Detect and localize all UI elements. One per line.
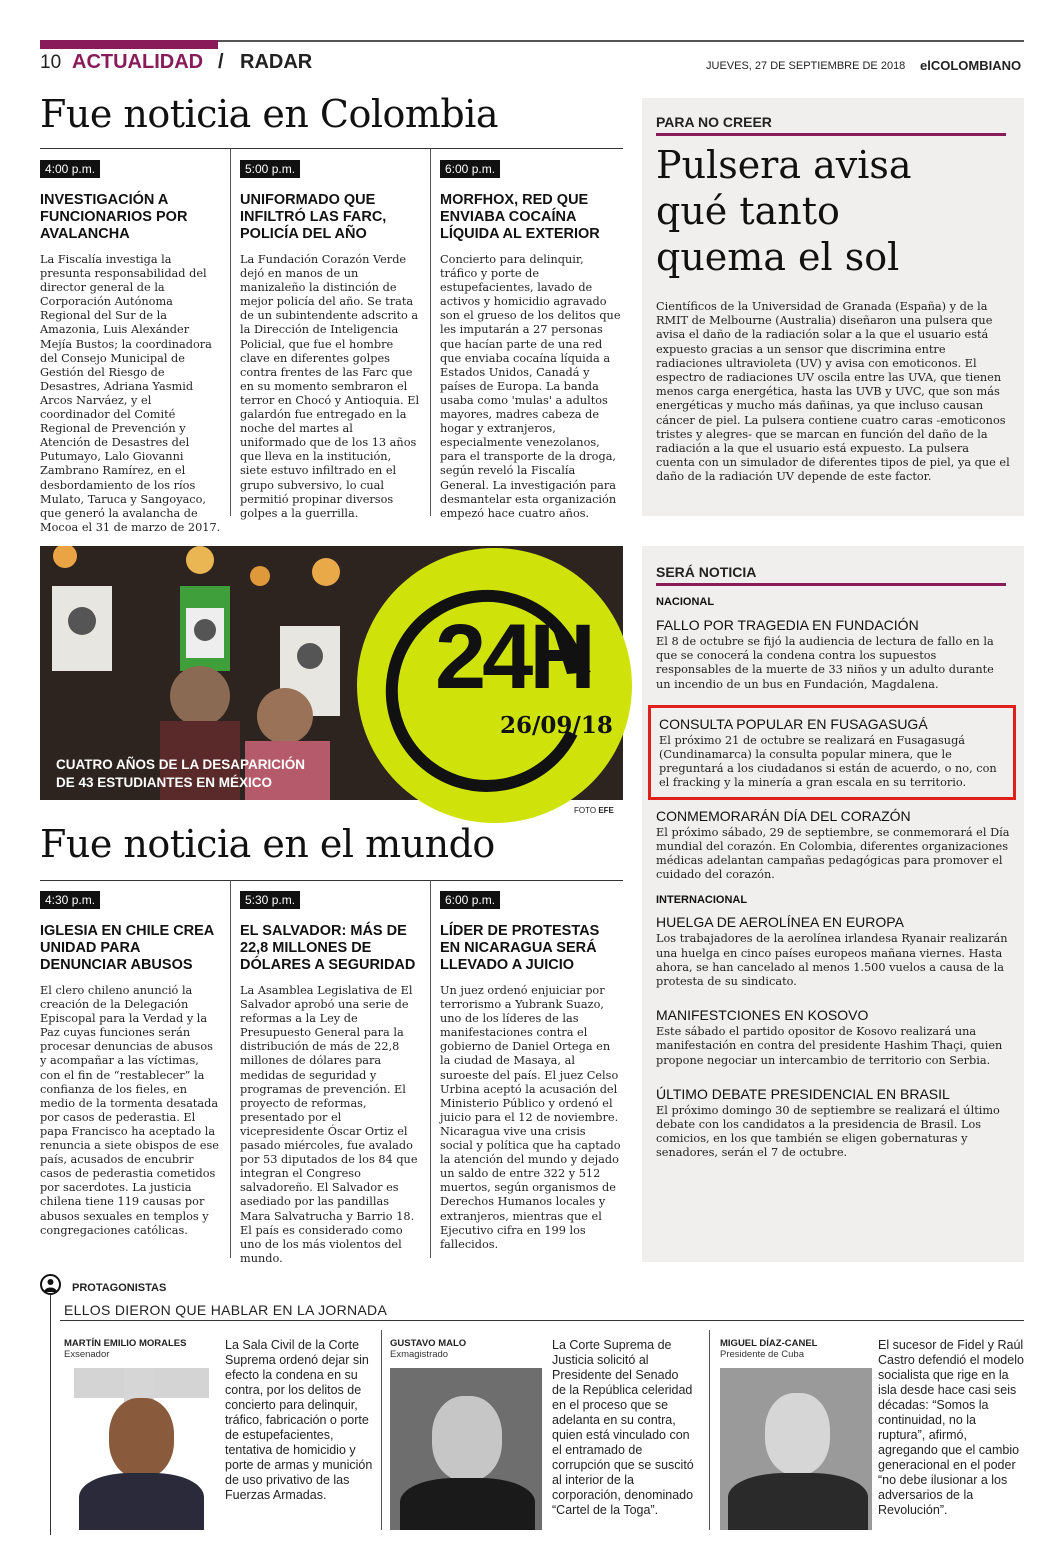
story-time: 5:30 p.m.: [240, 891, 300, 909]
protagonistas-subtitle: ELLOS DIERON QUE HABLAR EN LA JORNADA: [64, 1302, 388, 1318]
person-icon: [40, 1274, 61, 1295]
news-item-body: El próximo sábado, 29 de septiembre, se conmemorará el Día mundial del corazón. En Colombia, diferentes organizaciones médicas adelantan campañas pedagógicas para promover el cuidado del corazón.: [656, 825, 1010, 882]
protagonist-1: [64, 1338, 219, 1530]
protagonist-photo: [390, 1368, 542, 1530]
story-body: La Fiscalía investiga la presunta responsabilidad del director general de la Corporación Autónoma Regional del Sur de la Amazonia, Luis Alexánder Mejía Bustos; la coordinadora del Consejo Municipal de Gestión del Riesgo de Desastres, Adriana Yasmid Arcos Narváez, y el coordinador del Comité Regional de Prevención y Atención de Desastres del Putumayo, Lalo Giovanni Zambrano Ramírez, en el desbordamiento de los ríos Mulato, Taruca y Sangoyaco, que generó la avalancha de Mocoa el 31 de marzo de 2017.: [40, 253, 221, 534]
colombia-story-3: [440, 158, 622, 521]
news-item: [656, 808, 1010, 883]
nacional-label: NACIONAL: [656, 596, 715, 608]
story-headline: MORFHOX, RED QUE ENVIABA COCAÍNA LÍQUIDA AL EXTERIOR: [440, 192, 600, 242]
story-body: La Fundación Corazón Verde dejó en manos de un manizaleño la distinción de mejor policía del año. Se trata de un subintendente adscrito a la Dirección de Inteligencia Policial, que fue el hombre clave en diferentes golpes contra frentes de las Farc que en su momento sembraron el terror en Chocó y Antioquia. El galardón fue entregado en la noche del martes al uniformado que de los 13 años que lleva en la institución, siete estuvo infiltrado en el grupo subversivo, lo cual permitió propinar diversos golpes a la guerrilla.: [240, 253, 420, 520]
photo-caption-line: CUATRO AÑOS DE LA DESAPARICIÓN: [56, 757, 306, 772]
protagonist-role: Exsenador: [64, 1349, 110, 1360]
internacional-label: INTERNACIONAL: [656, 894, 748, 907]
story-headline: IGLESIA EN CHILE CREA UNIDAD PARA DENUNCIAR ABUSOS: [40, 923, 214, 973]
protagonist-photo: [720, 1368, 872, 1530]
news-item-headline: CONMEMORARÁN DÍA DEL CORAZÓN: [656, 807, 911, 824]
protagonist-3: [720, 1338, 872, 1530]
protagonist-quote: La Sala Civil de la Corte Suprema ordenó dejar sin efecto la condena en su contra, por los delitos de concierto para delinquir, tráfico, fabricación o porte de estupefacientes, tentativa de homicidio y porte de armas y munición de uso privativo de las Fuerzas Armadas.: [225, 1338, 373, 1502]
story-time: 4:00 p.m.: [40, 160, 100, 178]
mundo-story-1: [40, 889, 222, 1238]
story-headline: EL SALVADOR: MÁS DE 22,8 MILLONES DE DÓLARES A SEGURIDAD: [240, 923, 416, 973]
page-number: 10: [40, 52, 62, 73]
news-item-headline: FALLO POR TRAGEDIA EN FUNDACIÓN: [656, 617, 919, 633]
24h-logo-text: 24H: [435, 606, 592, 708]
mundo-story-2: [240, 889, 422, 1266]
accent-rule: [656, 583, 1006, 586]
story-body: Un juez ordenó enjuiciar por terrorismo a Yubrank Suazo, uno de los líderes de las manifestaciones contra el gobierno de Daniel Ortega en la ciudad de Masaya, al suroeste del país. El juez Celso Urbina aceptó la acusación del Ministerio Público y ordenó el juicio para el 12 de noviembre. Nicaragua vive una crisis social y política que ha captado la atención del mundo y dejado un saldo de entre 322 y 512 muertos, según organismos de Derechos Humanos locales y extranjeros, mientras que el Ejecutivo cifra en 199 los fallecidos.: [440, 984, 621, 1251]
protagonistas-label: PROTAGONISTAS: [72, 1282, 167, 1294]
time-rule: [40, 148, 623, 149]
story-time: 6:00 p.m.: [440, 160, 500, 178]
credit-source: EFE: [598, 806, 614, 815]
protagonist-name: MARTÍN EMILIO MORALES: [64, 1338, 187, 1349]
newspaper-brand: elCOLOMBIANO: [920, 58, 1022, 73]
sera-noticia-label: SERÁ NOTICIA: [656, 564, 757, 580]
news-item-body: El próximo domingo 30 de septiembre se realizará el último debate con los candidatos a la presidencia de Brasil. Los comicios, en los que también se eligen gobernaturas y senadores, serán el 7 de octubre.: [656, 1103, 1000, 1160]
para-no-creer-title: Pulsera avisa qué tanto quema el sol: [656, 143, 912, 279]
time-rule: [40, 880, 623, 881]
news-item: [656, 1086, 1010, 1161]
24h-date: 26/09/18: [500, 712, 613, 739]
story-time: 4:30 p.m.: [40, 891, 100, 909]
protagonist-name: GUSTAVO MALO: [390, 1338, 467, 1349]
protagonist-name: MIGUEL DÍAZ-CANEL: [720, 1338, 818, 1349]
photo-credit: [574, 806, 614, 815]
column-divider: [381, 1330, 382, 1530]
sera-noticia-box: [642, 546, 1024, 1262]
story-time: 6:00 p.m.: [440, 891, 500, 909]
news-item-body: El 8 de octubre se fijó la audiencia de lectura de fallo en la que se conocerá la condena contra los supuestos responsables de la muerte de 33 niños y un adulto durante un incendio de un bus en Fundación, Magdalena.: [656, 635, 994, 691]
para-no-creer-body: Científicos de la Universidad de Granada (España) y de la RMIT de Melbourne (Australia) diseñaron una pulsera que avisa el daño de la radiación solar a la que el usuario está expuesto gracias a un sensor que discrimina entre radiaciones ultravioleta (UV) y avisa con emoticonos. El espectro de radiaciones UV oscila entre las UVA, que tienen menos carga energética, hasta las UVB y UVC, que son más energéticas y mucho más dañinas, ya que incluso causan cáncer de piel. La pulsera contiene cuatro caras -emoticonos tristes y alegres- que se marcan en función del daño de la radiación a la que el usuario está expuesto. La pulsera cuenta con un simulador de diferentes tipos de piel, ya que el daño de la radiación UV depende de este factor.: [656, 300, 1010, 484]
highlighted-news-item: [648, 705, 1016, 800]
story-time: 5:00 p.m.: [240, 160, 300, 178]
credit-label: FOTO: [574, 806, 597, 815]
colombia-story-2: [240, 158, 422, 521]
protagonist-photo: [64, 1368, 219, 1530]
news-item-body: El próximo 21 de octubre se realizará en Fusagasugá (Cundinamarca) la consulta popular minera, que le preguntará a los ciudadanos si están de acuerdo, o no, con el fracking y la minería a gran escala en su territorio.: [659, 733, 997, 790]
colombia-section-title: Fue noticia en Colombia: [40, 92, 499, 136]
protagonist-quote: El sucesor de Fidel y Raúl Castro defendió el modelo socialista que rige en la isla desde hace casi seis décadas: “Somos la continuidad, no la ruptura”, afirmó, agregando que el cambio generacional en el poder “no debe ilusionar a los adversarios de la Revolución”.: [878, 1338, 1024, 1517]
story-headline: LÍDER DE PROTESTAS EN NICARAGUA SERÁ LLEVADO A JUICIO: [440, 923, 600, 973]
protagonistas-rule: [50, 1295, 51, 1535]
story-body: Concierto para delinquir, tráfico y porte de estupefacientes, lavado de activos y homicidio agravado son el grueso de los delitos que les imputarán a 27 personas que hacían parte de una red que enviaba cocaína líquida a Estados Unidos, Canadá y países de Europa. La banda usaba como 'mulas' a adultos mayores, madres cabeza de hogar y extranjeros, especialmente venezolanos, para el transporte de la droga, según reveló la Fiscalía General. La investigación para desmantelar esta organización empezó hace cuatro años.: [440, 253, 621, 520]
protagonist-role: Presidente de Cuba: [720, 1349, 804, 1360]
protagonist-2: [390, 1338, 542, 1530]
column-divider: [709, 1330, 710, 1530]
column-divider: [430, 148, 431, 516]
mundo-story-3: [440, 889, 622, 1252]
para-no-creer-label: PARA NO CREER: [656, 114, 772, 130]
news-item-headline: MANIFESTCIONES EN KOSOVO: [656, 1007, 869, 1024]
story-headline: UNIFORMADO QUE INFILTRÓ LAS FARC, POLICÍA DEL AÑO: [240, 192, 387, 242]
story-body: La Asamblea Legislativa de El Salvador aprobó una serie de reformas a la Ley de Presupuesto General para la distribución de más de 22,8 millones de dólares para medidas de seguridad y programas de prevención. El proyecto de reformas, presentado por el vicepresidente Óscar Ortiz el pasado miércoles, fue avalado por 53 diputados de los 84 que integran el Congreso salvadoreño. El Salvador es asediado por las pandillas Mara Salvatrucha y Barrio 18. El país es considerado como uno de los más violentos del mundo.: [240, 984, 418, 1265]
news-item: [656, 617, 1010, 692]
protagonist-role: Exmagistrado: [390, 1349, 449, 1360]
news-item-headline: CONSULTA POPULAR EN FUSAGASUGÁ: [659, 715, 928, 732]
protagonist-quote: La Corte Suprema de Justicia solicitó al Presidente del Senado de la República celeridad en el proceso que se adelanta en su contra, quien está vinculado con el entramado de corrupción que se suscitó al interior de la corporación, denominado “Cartel de la Toga”.: [552, 1338, 694, 1517]
column-divider: [230, 880, 231, 1258]
news-item: [656, 1007, 1010, 1068]
para-no-creer-box: [642, 98, 1024, 516]
news-item: [656, 914, 1010, 989]
news-item-body: Este sábado el partido opositor de Kosovo realizará una manifestación en contra del presidente Hashim Thaçi, quien propone negociar un intercambio de territorio con Serbia.: [656, 1025, 1003, 1067]
news-item-headline: HUELGA DE AEROLÍNEA EN EUROPA: [656, 914, 904, 931]
column-divider: [230, 148, 231, 516]
protagonistas-underline: [60, 1320, 1024, 1321]
section-accent-bar: [40, 40, 218, 49]
issue-date: JUEVES, 27 DE SEPTIEMBRE DE 2018: [706, 60, 906, 72]
section-name: ACTUALIDAD: [72, 51, 204, 73]
column-divider: [430, 880, 431, 1258]
news-item-body: Los trabajadores de la aerolínea irlandesa Ryanair realizarán una huelga en cinco países europeos mañana viernes. Hasta ahora, se han cancelado al menos 1.500 vuelos a causa de la protesta de su sindicato.: [656, 932, 1008, 989]
news-item-headline: ÚLTIMO DEBATE PRESIDENCIAL EN BRASIL: [656, 1085, 950, 1102]
story-body: El clero chileno anunció la creación de la Delegación Episcopal para la Verdad y la Paz cuyas funciones serán procesar denuncias de abusos y acompañar a las víctimas, con el fin de “restablecer” la confianza de los fieles, en medio de la tormenta desatada por casos de pederastia. El papa Francisco ha aceptado la renuncia a siete obispos de ese país, acusados de encubrir casos de pederastia cometidos por sacerdotes. La justicia chilena tiene 119 causas por abusos sexuales en templos y congregaciones católicas.: [40, 984, 219, 1237]
story-headline: INVESTIGACIÓN A FUNCIONARIOS POR AVALANCHA: [40, 192, 188, 242]
photo-caption-line: DE 43 ESTUDIANTES EN MÉXICO: [56, 775, 273, 790]
photo-caption: [56, 756, 305, 792]
mundo-section-title: Fue noticia en el mundo: [40, 822, 495, 866]
accent-rule: [656, 133, 1006, 136]
subsection-name: RADAR: [240, 51, 313, 73]
section-separator: /: [218, 51, 224, 73]
colombia-story-1: [40, 158, 222, 535]
